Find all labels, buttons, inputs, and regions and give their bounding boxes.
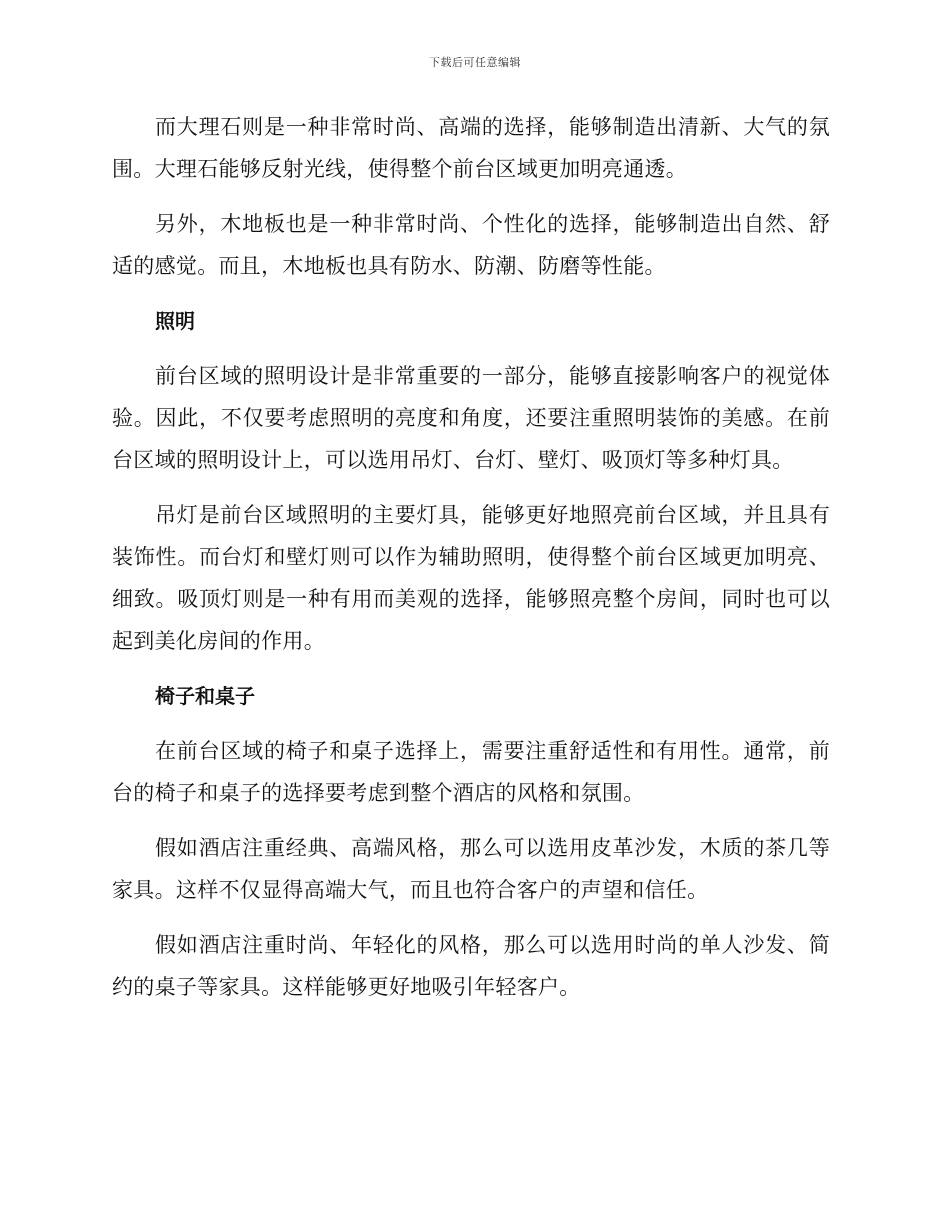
paragraph-marble: 而大理石则是一种非常时尚、高端的选择，能够制造出清新、大气的氛围。大理石能够反射光线，使得整个前台区域更加明亮通透。	[112, 115, 830, 181]
paragraph-lighting-fixtures: 吊灯是前台区域照明的主要灯具，能够更好地照亮前台区域，并且具有装饰性。而台灯和壁灯则可以作为辅助照明，使得整个前台区域更加明亮、细致。吸顶灯则是一种有用而美观的选择，能够照亮整个房间，同时也可以起到美化房间的作用。	[112, 503, 830, 653]
paragraph-lighting-design: 前台区域的照明设计是非常重要的一部分，能够直接影响客户的视觉体验。因此，不仅要考虑照明的亮度和角度，还要注重照明装饰的美感。在前台区域的照明设计上，可以选用吊灯、台灯、壁灯、吸顶灯等多种灯具。	[112, 364, 830, 472]
heading-chairs-tables: 椅子和桌子	[155, 684, 255, 708]
heading-lighting: 照明	[155, 309, 195, 333]
page-header-note: 下载后可任意编辑	[429, 56, 521, 69]
document-body	[112, 106, 830, 1021]
paragraph-modern-style: 假如酒店注重时尚、年轻化的风格，那么可以选用时尚的单人沙发、简约的桌子等家具。这样能够更好地吸引年轻客户。	[112, 933, 830, 999]
paragraph-classic-style: 假如酒店注重经典、高端风格，那么可以选用皮革沙发，木质的茶几等家具。这样不仅显得高端大气，而且也符合客户的声望和信任。	[112, 836, 830, 902]
paragraph-wood-floor: 另外，木地板也是一种非常时尚、个性化的选择，能够制造出自然、舒适的感觉。而且，木地板也具有防水、防潮、防磨等性能。	[112, 212, 830, 278]
paragraph-furniture-selection: 在前台区域的椅子和桌子选择上，需要注重舒适性和有用性。通常，前台的椅子和桌子的选择要考虑到整个酒店的风格和氛围。	[112, 739, 830, 805]
